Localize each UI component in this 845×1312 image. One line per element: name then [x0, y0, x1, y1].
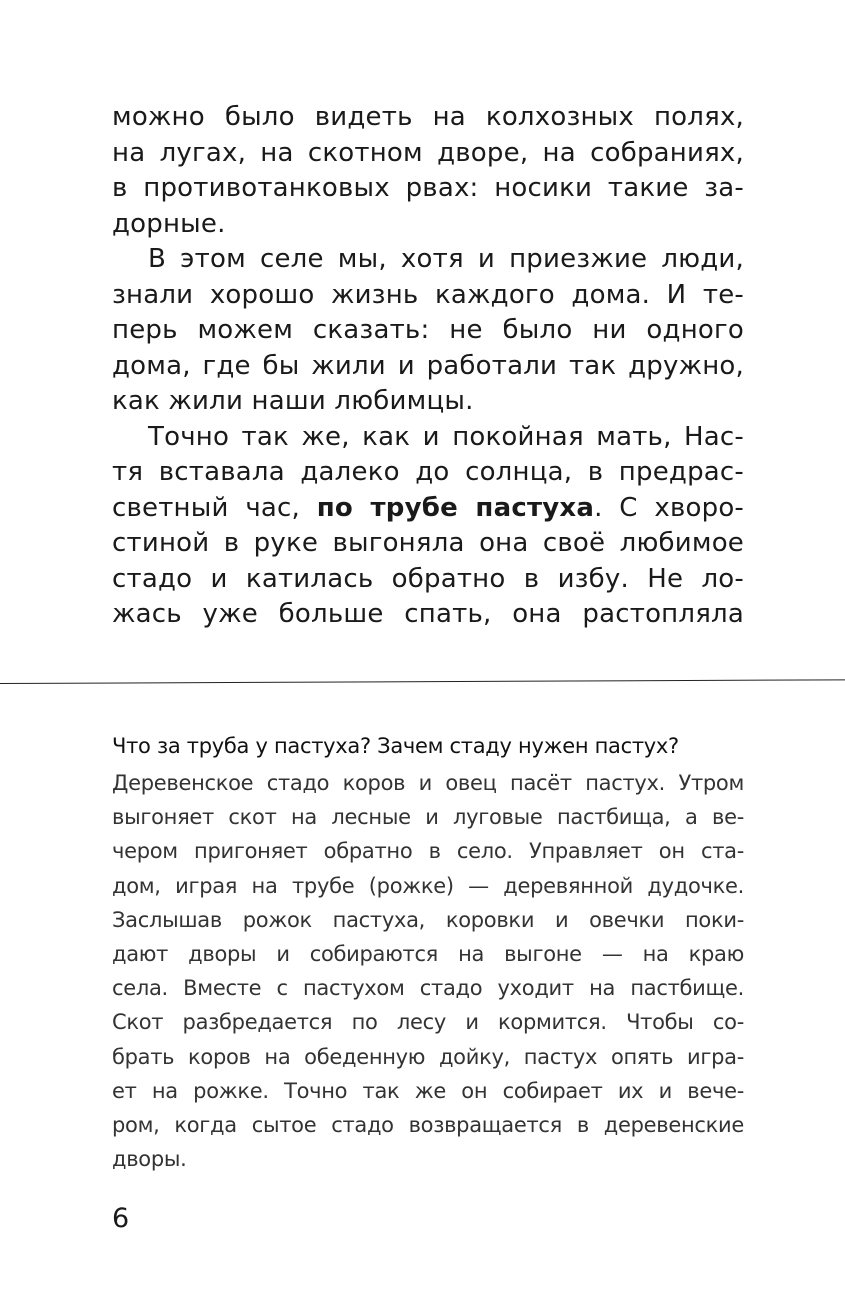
text-line: тя вставала далеко до солнца, в предрас-: [112, 457, 744, 487]
note-line: Деревенское стадо коров и овец пасёт пастух. Утром: [112, 771, 744, 795]
note-line: брать коров на обеденную дойку, пастух опять игра-: [112, 1044, 744, 1069]
text-line: жась уже больше спать, она растопляла: [112, 599, 744, 629]
section-divider: [0, 679, 845, 684]
text-line: в противотанковых рвах: носики такие за-: [112, 173, 744, 203]
note-line: Заслышав рожок пастуха, коровки и овечки поки-: [112, 907, 744, 932]
bold-phrase: по трубе пастуха: [316, 492, 595, 523]
text-line: стадо и катилась обратно в избу. Не ло-: [112, 563, 744, 594]
note-line: выгоняет скот на лесные и луговые пастбища, а ве-: [112, 805, 744, 830]
page-number: 6: [112, 1203, 130, 1234]
note-title: Что за труба у пастуха? Зачем стаду нужен пастух?: [112, 734, 679, 758]
note-line: дворы.: [112, 1147, 187, 1172]
text-line: знали хорошо жизнь каждого дома. И те-: [112, 279, 744, 310]
note-line: дают дворы и собираются на выгоне — на краю: [112, 942, 744, 967]
text-segment: . С хворо-: [594, 492, 745, 523]
note-body: [112, 766, 744, 1176]
note-line: села. Вместе с пастухом стадо уходит на пастбище.: [112, 976, 744, 1001]
note-line: Скот разбредается по лесу и кормится. Чтобы со-: [112, 1010, 744, 1035]
text-line: как жили наши любимцы.: [112, 386, 474, 416]
note-box: [112, 730, 744, 1176]
text-line: Точно так же, как и покойная мать, Нас-: [148, 421, 744, 452]
note-line: дом, играя на трубе (рожке) — деревянной дудочке.: [112, 873, 744, 898]
note-line: ет на рожке. Точно так же он собирает их и вече-: [112, 1078, 744, 1103]
text-line: на лугах, на скотном дворе, на собраниях,: [112, 137, 744, 168]
text-line: дома, где бы жили и работали так дружно,: [112, 350, 744, 381]
main-text: [112, 100, 744, 633]
note-line: чером пригоняет обратно в село. Управляет он ста-: [112, 839, 744, 864]
text-line: перь можем сказать: не было ни одного: [112, 315, 744, 345]
text-line: дорные.: [112, 208, 226, 239]
text-line: В этом селе мы, хотя и приезжие люди,: [148, 244, 744, 274]
text-line: можно было видеть на колхозных полях,: [112, 102, 744, 132]
text-segment: светный час,: [112, 492, 317, 523]
note-line: ром, когда сытое стадо возвращается в деревенские: [112, 1113, 744, 1138]
text-line-with-bold: [112, 491, 744, 527]
text-line: стиной в руке выгоняла она своё любимое: [112, 528, 744, 558]
